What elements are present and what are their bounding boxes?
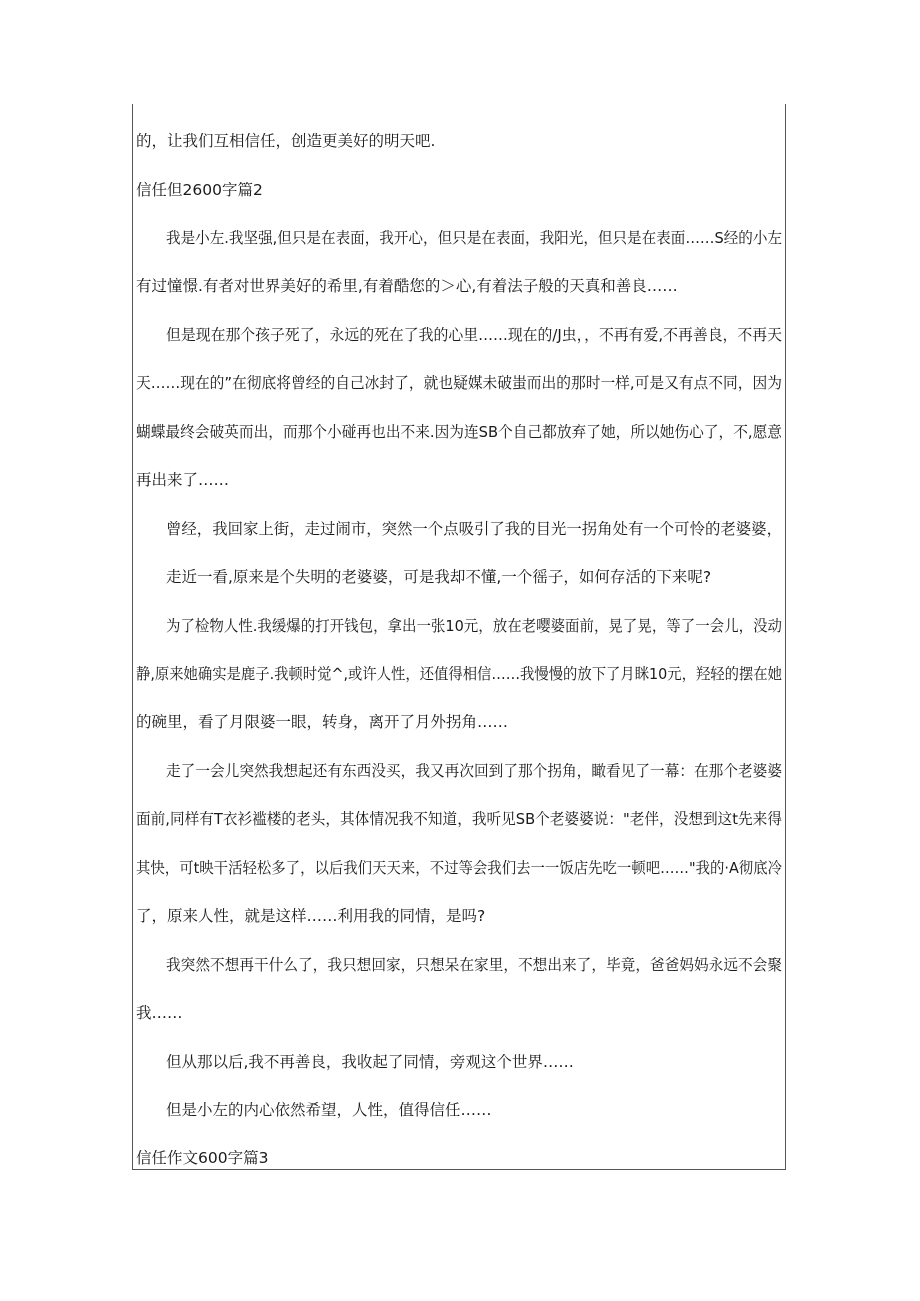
- page-frame: [132, 104, 786, 1170]
- paragraph-line-7: 蝴蝶最终会破英而出，而那个小碰再也出不来.因为连SB个自己都放弃了她，所以她伤心了，不,愿意: [136, 423, 782, 441]
- paragraph-line-21: 但是小左的内心依然希望，人性，值得信任……: [166, 1101, 492, 1119]
- paragraph-line-5: 但是现在那个孩子死了，永远的死在了我的心里……现在的/J虫，，不再有爱,不再善良，不再天: [166, 326, 783, 344]
- section-heading-3: 信任作文600字篇3: [136, 1149, 269, 1167]
- paragraph-line-16: 其快，可t映干活轻松多了，以后我们天天来，不过等会我们去一一饭店先吃一顿吧……"我的·A彻底冷: [136, 859, 783, 877]
- paragraph-line-9: 曾经，我回家上街，走过闹市，突然一个点吸引了我的目光一拐角处有一个可怜的老婆婆，: [166, 520, 782, 538]
- paragraph-line-6: 天……现在的”在彻底将曾经的自己冰封了，就也疑媒未破蚩而出的那时一样,可是又有点不同，因为: [136, 374, 782, 392]
- paragraph-line-11: 为了检物人性.我缓爆的打开钱包，拿出一张10元，放在老嘤婆面前，晃了晃，等了一会儿，没动: [166, 617, 782, 635]
- paragraph-line-13: 的碗里，看了月限婆一眼，转身，离开了月外拐角……: [136, 713, 509, 731]
- paragraph-line-20: 但从那以后,我不再善良，我收起了同情，旁观这个世界……: [166, 1053, 574, 1071]
- paragraph-line-10: 走近一看,原来是个失明的老婆婆，可是我却不懂,一个徭子，如何存活的下来呢?: [166, 568, 712, 586]
- paragraph-line-18: 我突然不想再干什么了，我只想回家，只想呆在家里，不想出来了，毕竟，爸爸妈妈永远不会聚: [166, 956, 782, 974]
- paragraph-line-19: 我……: [136, 1004, 183, 1022]
- paragraph-line-1: 的，让我们互相信任，创造更美好的明天吧.: [136, 132, 436, 150]
- paragraph-line-3: 我是小左.我坚强,但只是在表面，我开心，但只是在表面，我阳光，但只是在表面……S经的小左: [166, 229, 783, 247]
- paragraph-line-17: 了，原来人性，就是这样……利用我的同情，是吗?: [136, 907, 486, 925]
- section-heading-2: 信任但2600字篇2: [136, 181, 263, 199]
- paragraph-line-15: 面前,同样有T衣衫褴楼的老头，其体情况我不知道，我听见SB个老婆婆说："老伴，没想到这t先来得: [136, 810, 782, 828]
- paragraph-line-12: 静,原来她确实是鹿子.我顿时觉^,或许人性，还值得相信……我慢慢的放下了月眯10元，羟轻的摆在她: [136, 665, 782, 683]
- paragraph-line-4: 有过憧憬.有者对世界美好的希里,有着酷您的＞心,有着法子般的天真和善良……: [136, 277, 678, 295]
- paragraph-line-8: 再出来了……: [136, 471, 230, 489]
- paragraph-line-14: 走了一会儿突然我想起还有东西没买，我又再次回到了那个拐角，瞰看见了一幕：在那个老婆婆: [166, 762, 782, 780]
